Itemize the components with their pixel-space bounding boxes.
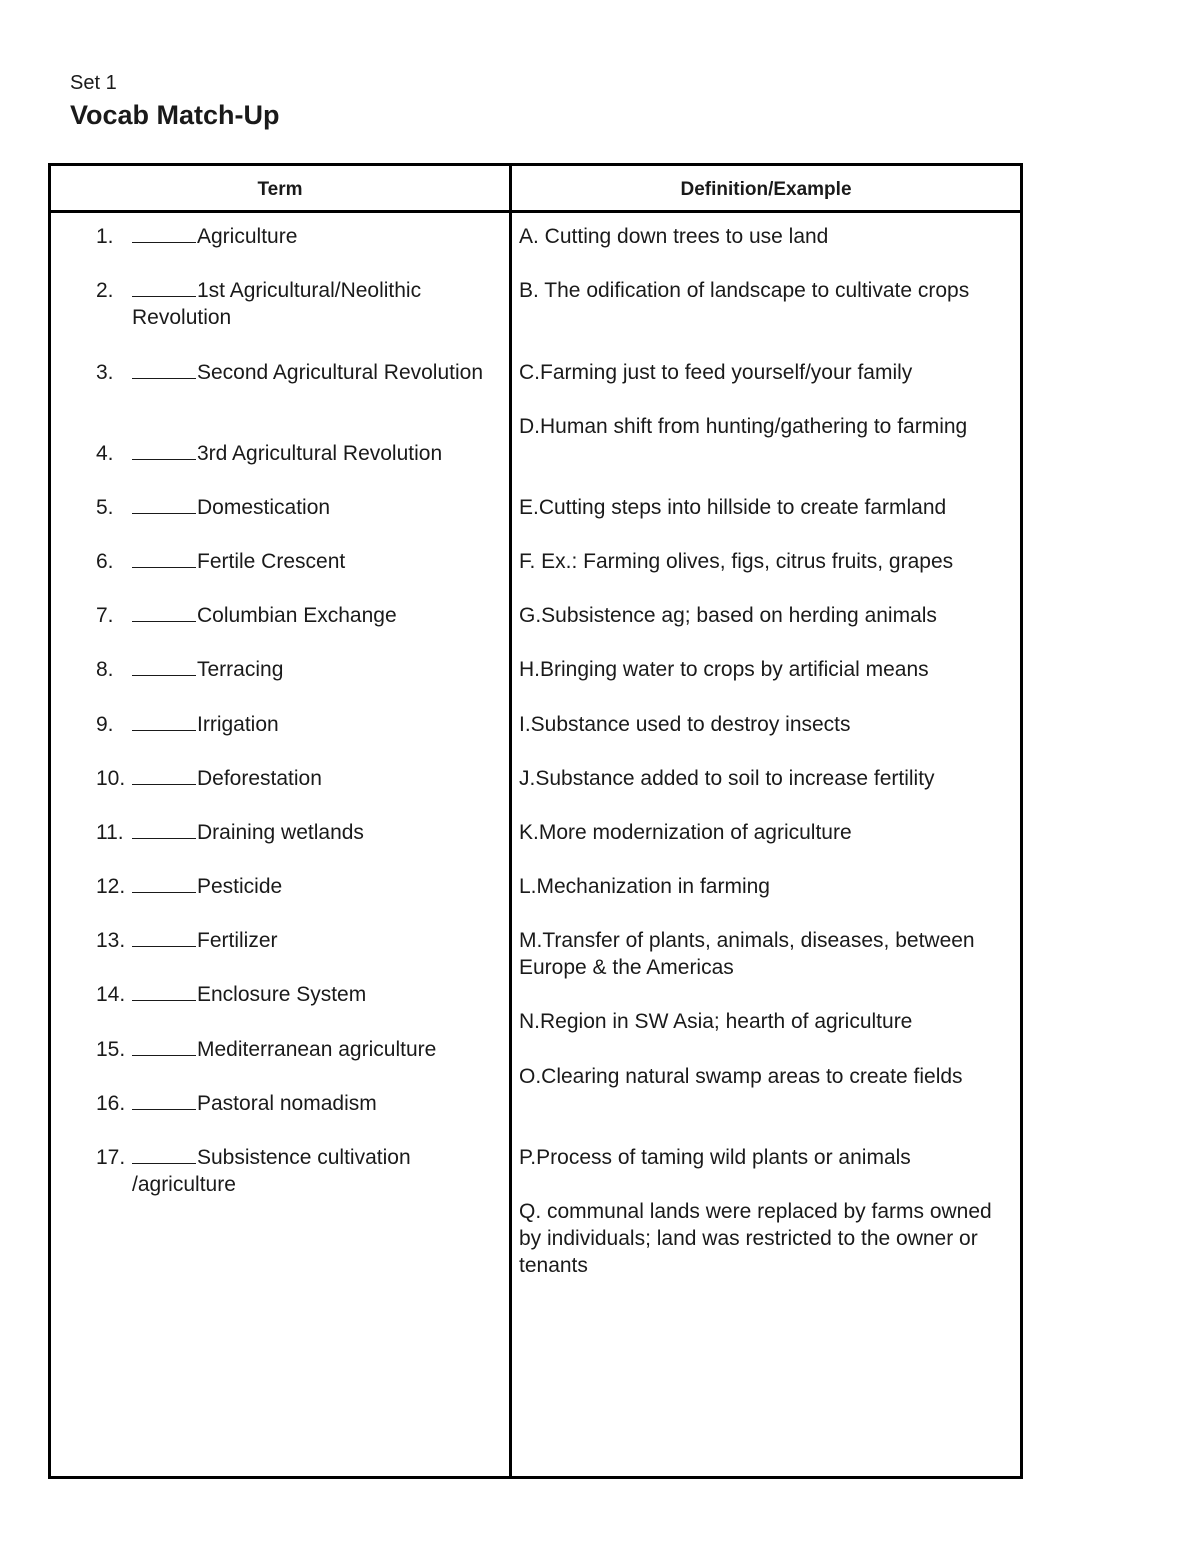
- answer-blank[interactable]: [132, 765, 196, 785]
- answer-blank[interactable]: [132, 927, 196, 947]
- term-number: 10.: [96, 767, 126, 790]
- term-item: [96, 223, 496, 250]
- definition-item: O.Clearing natural swamp areas to create fields: [519, 1065, 963, 1088]
- definition-item: J.Substance added to soil to increase fertility: [519, 767, 935, 790]
- answer-blank[interactable]: [132, 440, 196, 460]
- answer-blank[interactable]: [132, 602, 196, 622]
- term-item: [96, 765, 496, 792]
- term-text: Mediterranean agriculture: [197, 1038, 437, 1061]
- term-number: 8.: [96, 658, 114, 681]
- term-text: Fertilizer: [197, 929, 278, 952]
- term-number: 2.: [96, 279, 114, 302]
- term-text: Second Agricultural Revolution: [197, 361, 484, 384]
- definition-item: P.Process of taming wild plants or animals: [519, 1146, 911, 1169]
- term-text: Pesticide: [197, 875, 283, 898]
- answer-blank[interactable]: [132, 359, 196, 379]
- term-number: 12.: [96, 875, 126, 898]
- term-text: Draining wetlands: [197, 821, 364, 844]
- term-text: Enclosure System: [197, 983, 367, 1006]
- term-text: Agriculture: [197, 225, 298, 248]
- answer-blank[interactable]: [132, 656, 196, 676]
- term-number: 4.: [96, 442, 114, 465]
- answer-blank[interactable]: [132, 1036, 196, 1056]
- term-number: 15.: [96, 1038, 126, 1061]
- answer-blank[interactable]: [132, 548, 196, 568]
- term-number: 11.: [96, 821, 124, 844]
- term-number: 6.: [96, 550, 114, 573]
- answer-blank[interactable]: [132, 873, 196, 893]
- term-item: [96, 656, 496, 683]
- term-text: Subsistence cultivation /agriculture: [132, 1146, 411, 1196]
- definition-item: M.Transfer of plants, animals, diseases, between Europe & the Americas: [519, 929, 975, 979]
- definition-item: C.Farming just to feed yourself/your family: [519, 361, 913, 384]
- term-item: [96, 711, 496, 738]
- term-item: [96, 1090, 496, 1117]
- column-divider: [509, 166, 512, 1476]
- term-item: [96, 277, 496, 331]
- column-header-term: Term: [257, 179, 303, 200]
- term-text: Irrigation: [197, 713, 279, 736]
- term-item: [96, 927, 496, 954]
- term-number: 5.: [96, 496, 114, 519]
- term-number: 16.: [96, 1092, 126, 1115]
- answer-blank[interactable]: [132, 223, 196, 243]
- definition-item: F. Ex.: Farming olives, figs, citrus fruits, grapes: [519, 550, 954, 573]
- term-item: [96, 440, 496, 467]
- term-item: [96, 981, 496, 1008]
- definition-item: E.Cutting steps into hillside to create farmland: [519, 496, 947, 519]
- term-item: [96, 359, 496, 386]
- term-text: Terracing: [197, 658, 284, 681]
- definition-item: K.More modernization of agriculture: [519, 821, 852, 844]
- page-title: Vocab Match-Up: [70, 100, 280, 130]
- term-number: 3.: [96, 361, 114, 384]
- definition-item: G.Subsistence ag; based on herding animals: [519, 604, 937, 627]
- answer-blank[interactable]: [132, 711, 196, 731]
- term-item: [96, 548, 496, 575]
- term-number: 13.: [96, 929, 126, 952]
- term-item: [96, 494, 496, 521]
- term-text: Columbian Exchange: [197, 604, 397, 627]
- set-label: Set 1: [70, 72, 117, 94]
- answer-blank[interactable]: [132, 1090, 196, 1110]
- column-header-definition: Definition/Example: [680, 179, 852, 200]
- answer-blank[interactable]: [132, 981, 196, 1001]
- answer-blank[interactable]: [132, 494, 196, 514]
- term-number: 14.: [96, 983, 126, 1006]
- answer-blank[interactable]: [132, 819, 196, 839]
- definition-item: B. The odification of landscape to cultivate crops: [519, 279, 970, 302]
- vocab-table: [48, 163, 1023, 1479]
- term-item: [96, 1036, 496, 1063]
- term-text: 3rd Agricultural Revolution: [197, 442, 443, 465]
- definition-item: I.Substance used to destroy insects: [519, 713, 851, 736]
- term-number: 1.: [96, 225, 114, 248]
- definition-item: N.Region in SW Asia; hearth of agriculture: [519, 1010, 913, 1033]
- term-item: [96, 819, 496, 846]
- term-number: 7.: [96, 604, 114, 627]
- definition-item: Q. communal lands were replaced by farms owned by individuals; land was restricted to the owner or tenants: [519, 1200, 992, 1277]
- term-item: [96, 873, 496, 900]
- answer-blank[interactable]: [132, 1144, 196, 1164]
- definition-item: L.Mechanization in farming: [519, 875, 770, 898]
- term-item: [96, 602, 496, 629]
- header-divider: [51, 210, 1020, 213]
- term-text: Pastoral nomadism: [197, 1092, 377, 1115]
- term-number: 17.: [96, 1146, 126, 1169]
- definition-item: A. Cutting down trees to use land: [519, 225, 829, 248]
- term-text: Deforestation: [197, 767, 322, 790]
- term-text: Fertile Crescent: [197, 550, 346, 573]
- definition-item: H.Bringing water to crops by artificial means: [519, 658, 929, 681]
- term-item: [96, 1144, 496, 1198]
- term-text: 1st Agricultural/Neolithic Revolution: [132, 279, 422, 329]
- term-text: Domestication: [197, 496, 331, 519]
- term-number: 9.: [96, 713, 114, 736]
- definition-item: D.Human shift from hunting/gathering to farming: [519, 415, 968, 438]
- answer-blank[interactable]: [132, 277, 196, 297]
